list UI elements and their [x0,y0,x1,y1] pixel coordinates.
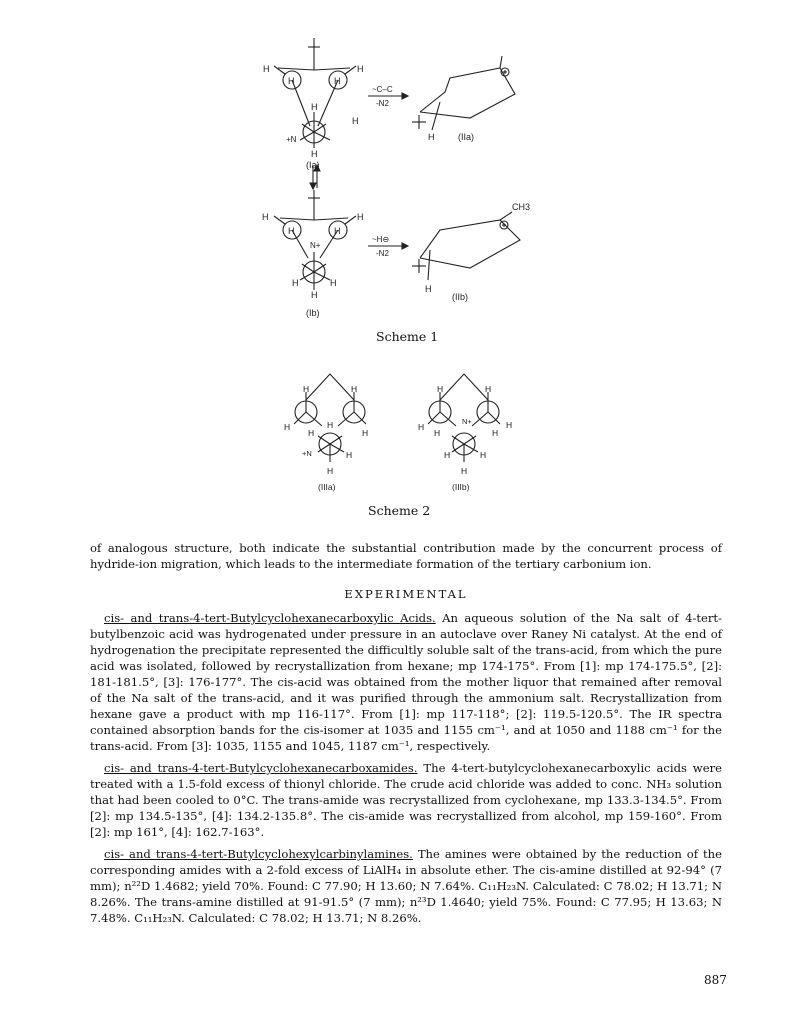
atom-h-label: H [303,384,310,394]
atom-h-label: H [311,102,318,112]
structure-label-iib: (IIb) [452,292,469,302]
arrow-2-bottom-label: -N2 [376,249,389,258]
svg-text:N+: N+ [310,241,321,250]
arrow-1-bottom-label: -N2 [376,99,389,108]
atom-h-label: H [485,384,492,394]
paragraph-amines-text: The amines were obtained by the reduction of the corresponding amides with a 2-fold excess of LiAlH₄ in absolute ether. The cis-amine distilled at 92-94° (7 mm); n²²D 1.4682; yield 70%. Found: C 77.90; H 13.60; N 7.64%. C₁₁H₂₃N. Calculated: C 78.02; H 13.71; N 8.26%. The trans-amine distilled at 91-91.5° (7 mm); n²³D 1.4640; yield 75%. Found: C 77.95; H 13.63; N 7.48%. C₁₁H₂₃N. Calculated: C 78.02; H 13.71; N 8.26%. [90,847,723,925]
atom-h-label: H [284,422,291,432]
svg-text:+N: +N [302,449,312,458]
atom-h-label: H [492,428,499,438]
atom-h-label: H [327,420,334,430]
scheme-1-caption: Scheme 1 [376,329,439,344]
body-text [90,540,722,926]
atom-h-label: H [334,226,341,236]
atom-h-label: H [330,278,337,288]
atom-h-label: H [334,76,341,86]
paragraph-amines-heading: cis- and trans-4-tert-Butylcyclohexylcarbinylamines. [104,847,413,861]
atom-h-label: H [351,384,358,394]
structure-label-iia: (IIa) [458,132,475,142]
atom-h-label: H [434,428,441,438]
atom-h-label: H [362,428,369,438]
page-number: 887 [704,973,727,987]
paragraph-acids-text: An aqueous solution of the Na salt of 4-tert-butylbenzoic acid was hydrogenated under pressure in an autoclave over Raney Ni catalyst. At the end of hydrogenation the precipitate represented the difficultly soluble salt of the trans-acid, from which the pure acid was isolated, followed by recrystallization from hexane; mp 174-175°. From [1]: mp 174-175.5°, [2]: 181-181.5°, [3]: 176-177°. The cis-acid was obtained from the mother liquor that remained after removal of the Na salt of the trans-acid, and it was purified through the ammonium salt. Recrystallization from hexane gave a product with mp 116-117°. From [1]: mp 117-118°; [2]: 119.5-120.5°. The IR spectra contained absorption bands for the cis-isomer at 1035 and 1155 cm⁻¹, and at 1050 and 1188 cm⁻¹ for the trans-acid. From [3]: 1035, 1155 and 1045, 1187 cm⁻¹, respectively. [90,611,723,753]
arrow-1-top-label: ~C–C [372,85,393,94]
structure-label-iiia: (IIIa) [318,482,336,492]
atom-h-label: H [263,64,270,74]
methyl-label: CH3 [512,202,531,212]
arrow-2-top-label: ~H⊖ [372,235,390,244]
atom-h-label: H [262,212,269,222]
structure-label-ia: (Ia) [306,160,320,170]
atom-h-label: H [425,284,432,294]
atom-h-label: H [288,226,295,236]
scheme-2-figure [0,355,807,495]
svg-text:N+: N+ [462,417,472,426]
atom-h-label: H [311,290,318,300]
svg-text:+N: +N [286,135,297,144]
paragraph-amides-text: The 4-tert-butylcyclohexanecarboxylic acids were treated with a 1.5-fold excess of thionyl chloride. The crude acid chloride was added to conc. NH₃ solution that had been cooled to 0°C. The trans-amide was recrystallized from cyclohexane, mp 133.3-134.5°. From [2]: mp 134.5-135°, [4]: 134.2-135.8°. The cis-amide was recrystallized from alcohol, mp 159-160°. From [2]: mp 161°, [4]: 162.7-163°. [90,761,722,839]
structure-label-iiib: (IIIb) [452,482,470,492]
atom-h-label: H [437,384,444,394]
paragraph-amides-heading: cis- and trans-4-tert-Butylcyclohexanecarboxamides. [104,761,418,775]
atom-h-label: H [357,64,364,74]
atom-h-label: H [346,450,353,460]
atom-h-label: H [327,466,334,476]
atom-h-label: H [444,450,451,460]
atom-h-label: H [311,149,318,159]
paragraph-acids-heading: cis- and trans-4-tert-Butylcyclohexanecarboxylic Acids. [104,611,436,625]
scheme-2-caption: Scheme 2 [368,503,431,518]
atom-h-label: H [506,420,513,430]
atom-h-label: H [292,278,299,288]
atom-h-label: H [357,212,364,222]
atom-h-label: H [418,422,425,432]
atom-h-label: H [352,116,359,126]
atom-h-label: H [308,428,315,438]
atom-h-label: H [288,76,295,86]
experimental-heading: EXPERIMENTAL [344,587,468,601]
scheme-1-figure [0,0,807,330]
intro-paragraph: of analogous structure, both indicate the substantial contribution made by the concurrent process of hydride-ion migration, which leads to the intermediate formation of the tertiary carbonium ion. [90,541,722,571]
paragraph-acids [90,610,722,754]
atom-h-label: H [480,450,487,460]
atom-h-label: H [428,132,435,142]
paragraph-amides [90,760,722,840]
atom-h-label: H [461,466,468,476]
paragraph-amines [90,846,722,926]
structure-label-ib: (Ib) [306,308,320,318]
